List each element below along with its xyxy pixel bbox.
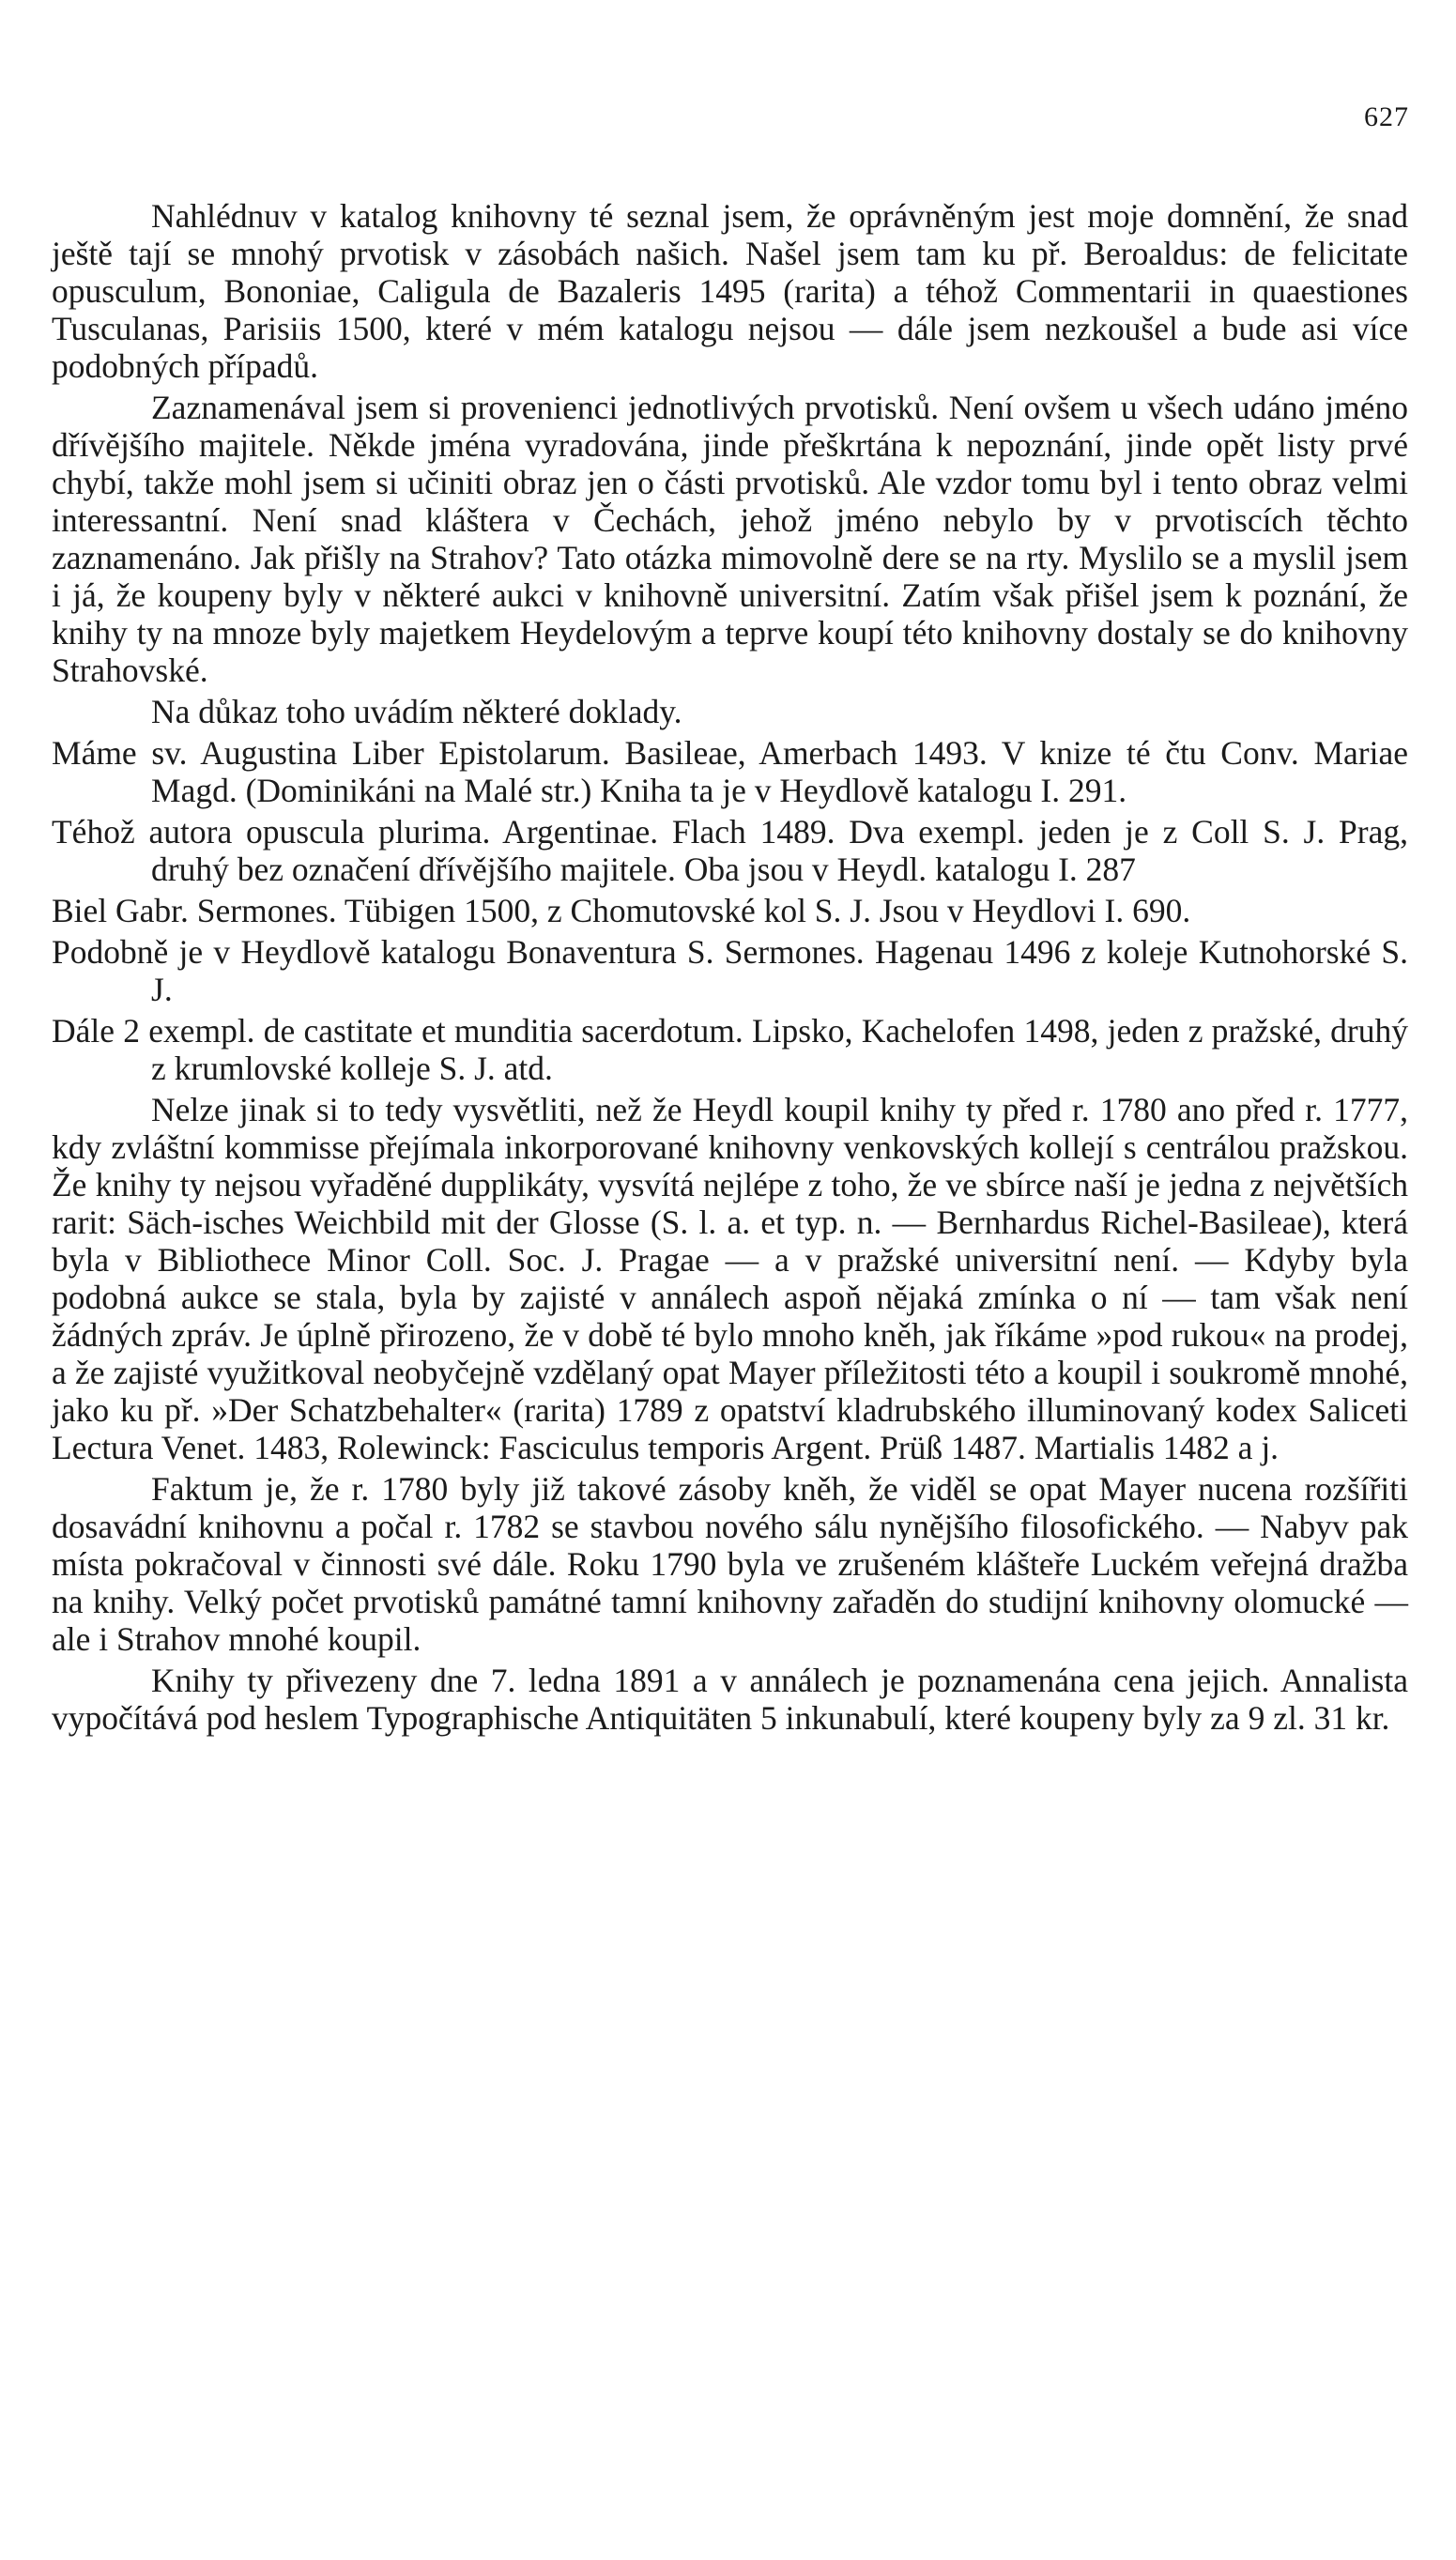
entry-de-castitate: Dále 2 exempl. de castitate et munditia sacerdotum. Lipsko, Kachelofen 1498, jeden z pražské, druhý z krumlovské kolleje S. J. atd. <box>52 1012 1408 1087</box>
entry-bonaventura-sermones: Podobně je v Heydlově katalogu Bonaventura S. Sermones. Hagenau 1496 z koleje Kutnohorské S. J. <box>52 933 1408 1008</box>
paragraph-heydl-koupil: Nelze jinak si to tedy vysvětliti, než že Heydl koupil knihy ty před r. 1780 ano před r. 1777, kdy zvláštní kommisse přejímala inkorporované knihovny venkovských kollejí s centrálou pražskou. Že knihy ty nejsou vyřaděné dupplikáty, vysvítá nejlépe z toho, že ve sbírce naší je jedna z největších rarit: Säch-isches Weichbild mit der Glosse (S. l. a. et typ. n. — Bernhardus Richel-Basileae), která byla v Bibliothece Minor Coll. Soc. J. Pragae — a v pražské universitní není. — Kdyby byla podobná aukce se stala, byla by zajisté v annálech aspoň nějaká zmínka o ní — tam však není žádných zpráv. Je úplně přirozeno, že v době té bylo mnoho kněh, jak říkáme »pod rukou« na prodej, a že zajisté využitkoval neobyčejně vzdělaný opat Mayer příležitosti této a koupil i soukromě mnohé, jako ku př. »Der Schatzbehalter« (rarita) 1789 z opatství kladrubského illuminovaný kodex Saliceti Lectura Venet. 1483, Rolewinck: Fasciculus temporis Argent. Prüß 1487. Martialis 1482 a j. <box>52 1091 1408 1466</box>
paragraph-faktum: Faktum je, že r. 1780 byly již takové zásoby kněh, že viděl se opat Mayer nucena rozšířiti dosavádní knihovnu a počal r. 1782 se stavbou nového sálu nynějšího filosofického. — Nabyv pak místa pokračoval v činnosti své dále. Roku 1790 byla ve zrušeném klášteře Luckém veřejná dražba na knihy. Velký počet prvotisků památné tamní knihovny zařaděn do studijní knihovny olomucké — ale i Strahov mnohé koupil. <box>52 1470 1408 1658</box>
paragraph-knihy-privezeny: Knihy ty přivezeny dne 7. ledna 1891 a v annálech je poznamenána cena jejich. Annalista vypočítává pod heslem Typographische Antiquitäten 5 inkunabulí, které koupeny byly za 9 zl. 31 kr. <box>52 1662 1408 1737</box>
entry-augustinus-opuscula: Téhož autora opuscula plurima. Argentinae. Flach 1489. Dva exempl. jeden je z Coll S. J. Prag, druhý bez označení dřívějšího majitele. Oba jsou v Heydl. katalogu I. 287 <box>52 813 1408 888</box>
entry-biel-sermones: Biel Gabr. Sermones. Tübigen 1500, z Chomutovské kol S. J. Jsou v Heydlovi I. 690. <box>52 892 1191 929</box>
entry-augustinus-epistolarum: Máme sv. Augustina Liber Epistolarum. Basileae, Amerbach 1493. V knize té čtu Conv. Mariae Magd. (Dominikáni na Malé str.) Kniha ta je v Heydlově katalogu I. 291. <box>52 734 1408 809</box>
paragraph-katalog: Nahlédnuv v katalog knihovny té seznal jsem, že oprávněným jest moje domnění, že snad ještě tají se mnohý prvotisk v zásobách našich. Našel jsem tam ku př. Beroaldus: de felicitate opusculum, Bononiae, Caligula de Bazaleris 1495 (rarita) a téhož Commentarii in quaestiones Tusculanas, Parisiis 1500, které v mém katalogu nejsou — dále jsem nezkoušel a bude asi více podobných případů. <box>52 197 1408 385</box>
page-number: 627 <box>1364 101 1409 132</box>
body-text <box>52 197 1408 1740</box>
paragraph-provenience: Zaznamenával jsem si provenienci jednotlivých prvotisků. Není ovšem u všech udáno jméno dřívějšího majitele. Někde jména vyradována, jinde přeškrtána k nepoznání, jinde opět listy prvé chybí, takže mohl jsem si učiniti obraz jen o části prvotisků. Ale vzdor tomu byl i tento obraz velmi interessantní. Není snad kláštera v Čechách, jehož jméno nebylo by v prvotiscích těchto zaznamenáno. Jak přišly na Strahov? Tato otázka mimovolně dere se na rty. Myslilo se a myslil jsem i já, že koupeny byly v některé aukci v knihovně universitní. Zatím však přišel jsem k poznání, že knihy ty na mnoze byly majetkem Heydelovým a teprve koupí této knihovny dostaly se do knihovny Strahovské. <box>52 389 1408 689</box>
paragraph-doklady-intro: Na důkaz toho uvádím některé doklady. <box>151 693 682 730</box>
